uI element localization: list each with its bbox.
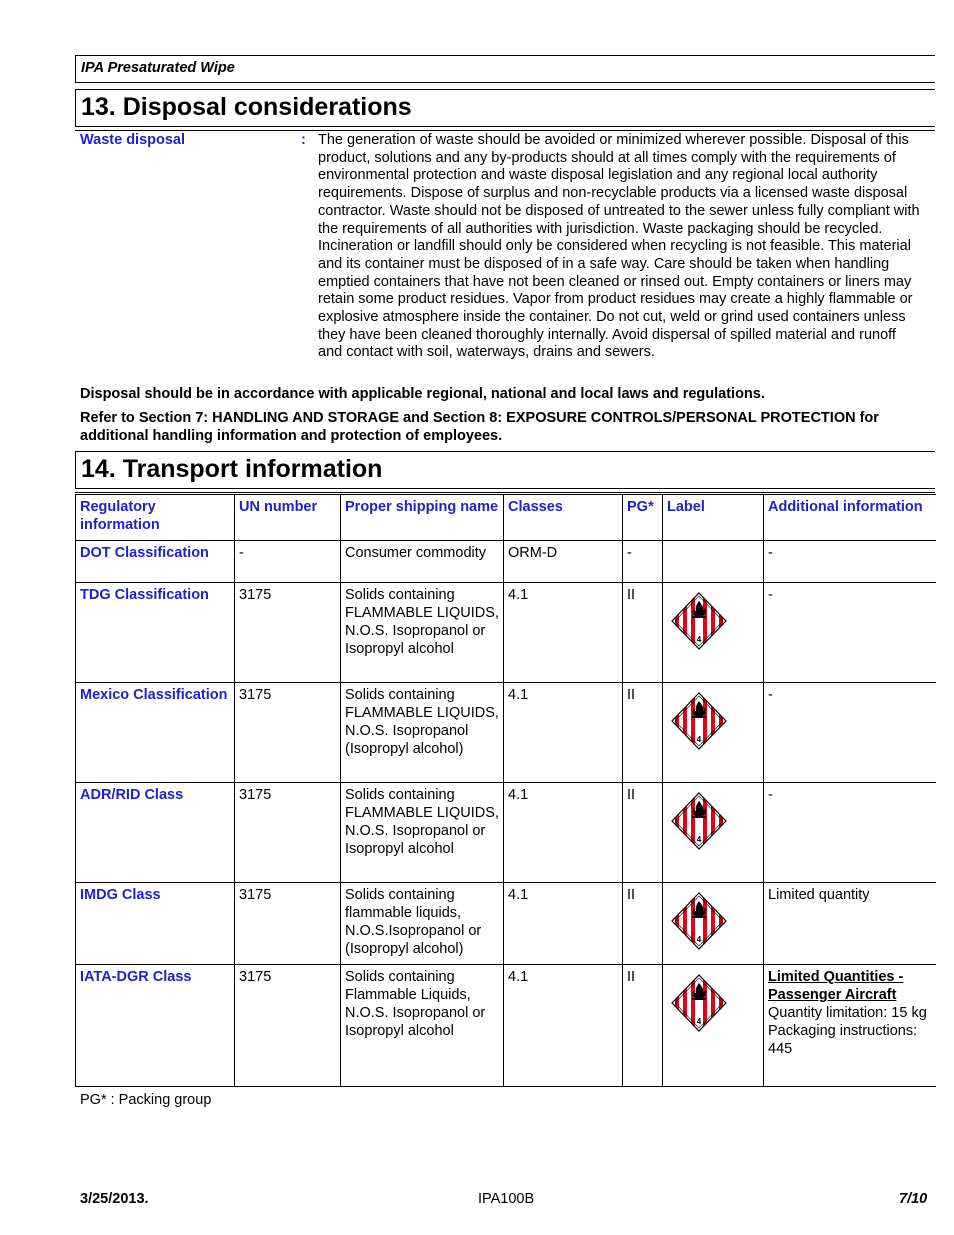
un-number-cell: 3175: [235, 883, 341, 965]
transport-table: [75, 494, 936, 1087]
class-cell: 4.1: [504, 683, 623, 783]
shipping-name-cell: Solids containing FLAMMABLE LIQUIDS, N.O.S. Isopropanol (Isopropyl alcohol): [341, 683, 504, 783]
additional-info-cell: [764, 965, 936, 1087]
regulation-cell: IMDG Class: [76, 883, 235, 965]
section-13-title-box: [75, 89, 935, 127]
svg-text:4: 4: [696, 635, 702, 644]
shipping-name-cell: Solids containing flammable liquids, N.O.S.Isopropanol or (Isopropyl alcohol): [341, 883, 504, 965]
table-row: [76, 883, 936, 965]
label-cell: [663, 541, 764, 583]
column-header: Regulatory information: [76, 495, 235, 541]
un-number-cell: 3175: [235, 965, 341, 1087]
shipping-name-cell: Solids containing FLAMMABLE LIQUIDS, N.O.S. Isopropanol or Isopropyl alcohol: [341, 783, 504, 883]
disposal-regulation-note: Disposal should be in accordance with applicable regional, national and local laws and regulations.: [80, 386, 765, 402]
shipping-name-cell: Solids containing Flammable Liquids, N.O.S. Isopropanol or Isopropyl alcohol: [341, 965, 504, 1087]
product-name: IPA Presaturated Wipe: [81, 60, 235, 76]
waste-disposal-label: Waste disposal: [80, 132, 186, 148]
table-row: [76, 583, 936, 683]
svg-text:4: 4: [696, 1017, 702, 1026]
svg-text:4: 4: [696, 735, 702, 744]
un-number-cell: 3175: [235, 683, 341, 783]
section-14-title: 14. Transport information: [81, 455, 383, 483]
column-header: Classes: [504, 495, 623, 541]
shipping-name-cell: Consumer commodity: [341, 541, 504, 583]
column-header: PG*: [623, 495, 663, 541]
packaging-instructions: Packaging instructions: 445: [768, 1023, 918, 1057]
flammable-solid-hazard-icon: [667, 892, 759, 950]
additional-info-cell: -: [764, 683, 936, 783]
packing-group-cell: II: [623, 583, 663, 683]
footer-date: 3/25/2013.: [80, 1191, 149, 1207]
table-row: [76, 783, 936, 883]
svg-text:4: 4: [696, 835, 702, 844]
additional-info-cell: -: [764, 783, 936, 883]
regulation-cell: Mexico Classification: [76, 683, 235, 783]
table-header-row: [76, 495, 936, 541]
label-cell: [663, 883, 764, 965]
packing-group-cell: II: [623, 683, 663, 783]
footer-page-number: 7/10: [899, 1191, 928, 1207]
packing-group-footnote: PG* : Packing group: [80, 1092, 212, 1108]
footer-doc-code: IPA100B: [478, 1191, 535, 1207]
quantity-limitation: Quantity limitation: 15 kg: [768, 1005, 927, 1021]
packing-group-cell: II: [623, 883, 663, 965]
un-number-cell: -: [235, 541, 341, 583]
column-header: Proper shipping name: [341, 495, 504, 541]
label-cell: [663, 583, 764, 683]
waste-disposal-text: The generation of waste should be avoided or minimized wherever possible. Disposal of this product, solutions and any by-products should at all times comply with the requirements of environmental protection and waste disposal legislation and any regional local authority requirements. Dispose of surplus and non-recyclable products via a licensed waste disposal contractor. Waste should not be disposed of untreated to the sewer unless fully compliant with the requirements of all authorities with jurisdiction. Waste packaging should be recycled. Incineration or landfill should only be considered when recycling is not feasible. This material and its container must be disposed of in a safe way. Care should be taken when handling emptied containers that have not been cleaned or rinsed out. Empty containers or liners may retain some product residues. Vapor from product residues may create a highly flammable or explosive atmosphere inside the container. Do not cut, weld or grind used containers unless they have been cleaned thoroughly internally. Avoid dispersal of spilled material and runoff and contact with soil, waterways, drains and sewers.: [318, 132, 920, 361]
flammable-solid-hazard-icon: [667, 974, 759, 1032]
class-cell: 4.1: [504, 783, 623, 883]
limited-quantities-heading: Limited Quantities - Passenger Aircraft: [768, 969, 904, 1003]
table-row: [76, 965, 936, 1087]
flammable-solid-hazard-icon: [667, 692, 759, 750]
table-row: [76, 541, 936, 583]
regulation-cell: ADR/RID Class: [76, 783, 235, 883]
additional-info-cell: -: [764, 541, 936, 583]
flammable-solid-hazard-icon: [667, 792, 759, 850]
additional-info-cell: Limited quantity: [764, 883, 936, 965]
flammable-solid-hazard-icon: [667, 592, 759, 650]
svg-text:4: 4: [696, 935, 702, 944]
section-14-title-box: [75, 451, 935, 489]
section-13-title: 13. Disposal considerations: [81, 93, 412, 121]
table-row: [76, 683, 936, 783]
label-cell: [663, 683, 764, 783]
regulation-cell: IATA-DGR Class: [76, 965, 235, 1087]
label-cell: [663, 783, 764, 883]
product-header: [75, 55, 935, 83]
regulation-cell: DOT Classification: [76, 541, 235, 583]
class-cell: 4.1: [504, 965, 623, 1087]
additional-info-cell: -: [764, 583, 936, 683]
class-cell: 4.1: [504, 883, 623, 965]
section-reference-note: Refer to Section 7: HANDLING AND STORAGE and Section 8: EXPOSURE CONTROLS/PERSONAL PROTECTION for additional handling information and protection of employees.: [80, 410, 879, 444]
regulation-cell: TDG Classification: [76, 583, 235, 683]
waste-disposal-colon: :: [301, 132, 306, 148]
class-cell: 4.1: [504, 583, 623, 683]
un-number-cell: 3175: [235, 583, 341, 683]
label-cell: [663, 965, 764, 1087]
column-header: UN number: [235, 495, 341, 541]
packing-group-cell: -: [623, 541, 663, 583]
packing-group-cell: II: [623, 965, 663, 1087]
column-header: Label: [663, 495, 764, 541]
un-number-cell: 3175: [235, 783, 341, 883]
shipping-name-cell: Solids containing FLAMMABLE LIQUIDS, N.O.S. Isopropanol or Isopropyl alcohol: [341, 583, 504, 683]
column-header: Additional information: [764, 495, 936, 541]
packing-group-cell: II: [623, 783, 663, 883]
class-cell: ORM-D: [504, 541, 623, 583]
